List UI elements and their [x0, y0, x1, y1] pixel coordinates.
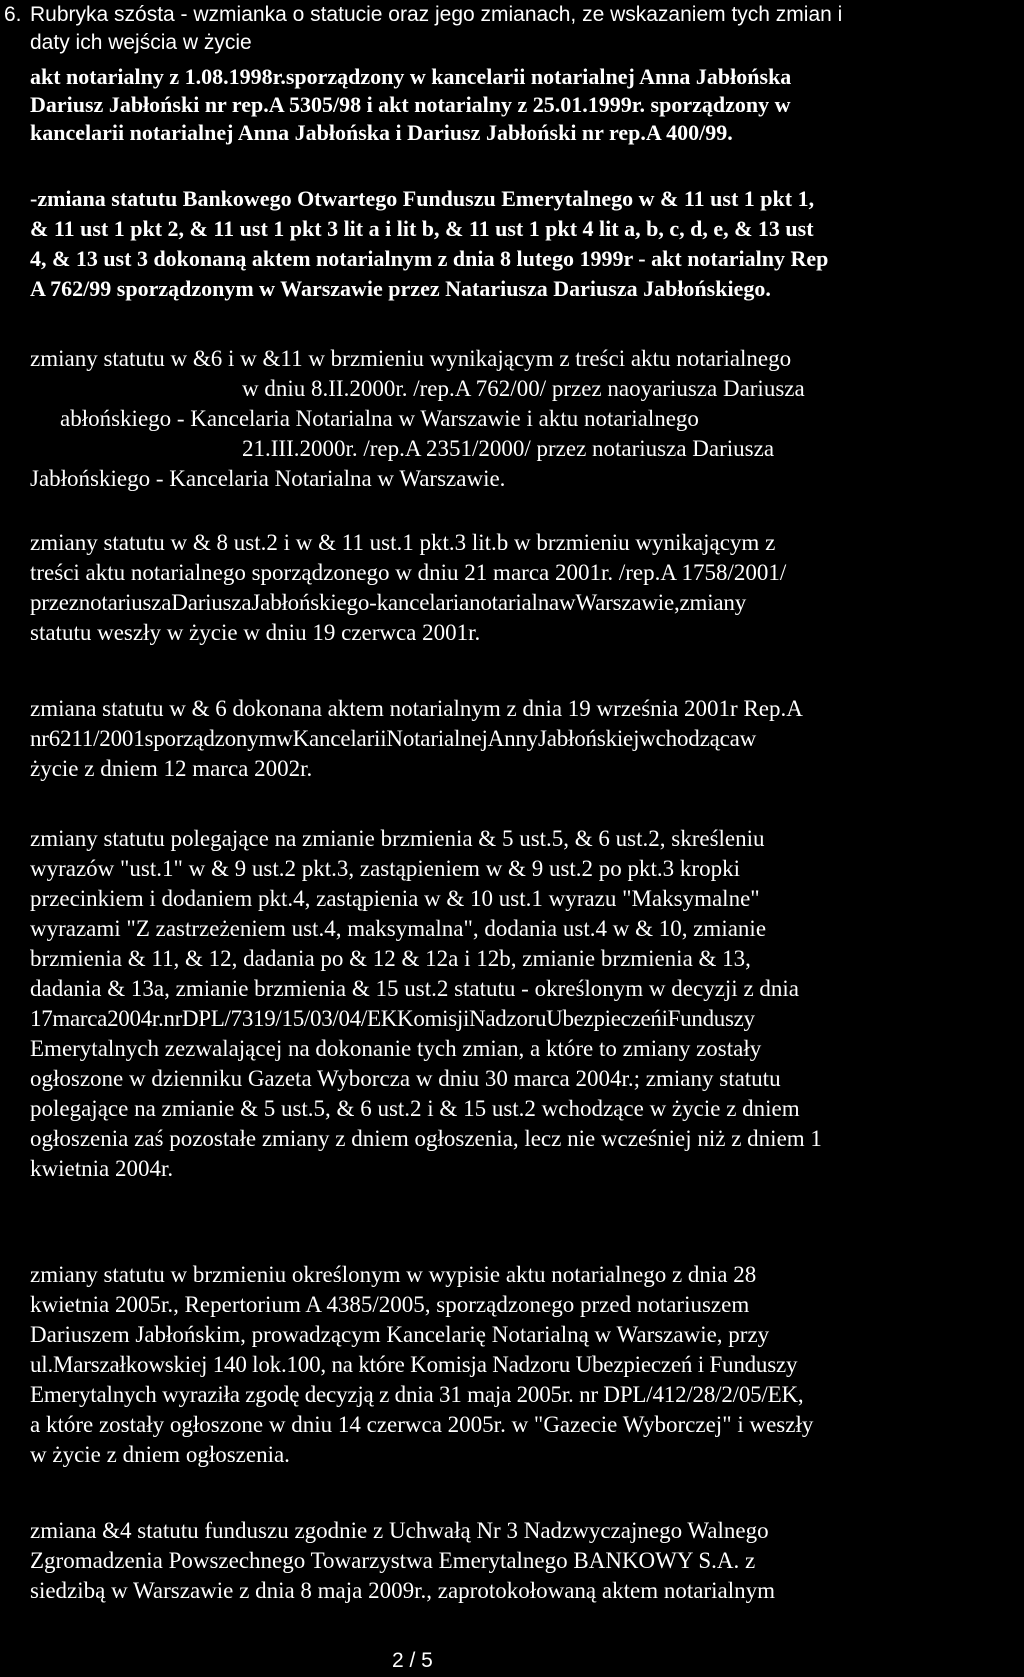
- text-line: wyrazami "Z zastrzeżeniem ust.4, maksymalna", dodania ust.4 w & 10, zmianie: [30, 916, 767, 941]
- text-line: 4, & 13 ust 3 dokonaną aktem notarialnym z dnia 8 lutego 1999r - akt notarialny Rep: [30, 246, 829, 271]
- text-line: zmiana &4 statutu funduszu zgodnie z Uchwałą Nr 3 Nadzwyczajnego Walnego: [30, 1518, 769, 1543]
- text-line: zmiany statutu w &6 i w &11 w brzmieniu wynikającym z treści aktu notarialnego: [30, 346, 792, 371]
- text-line: Zgromadzenia Powszechnego Towarzystwa Emerytalnego BANKOWY S.A. z: [30, 1548, 756, 1573]
- text-line: przeznotariuszaDariuszaJabłońskiego-kancelarianotarialnawWarszawie,zmiany: [30, 590, 746, 615]
- text-line: zmiany statutu polegające na zmianie brzmienia & 5 ust.5, & 6 ust.2, skreśleniu: [30, 826, 765, 851]
- text-line: A 762/99 sporządzonym w Warszawie przez Natariusza Dariusza Jabłońskiego.: [30, 276, 771, 301]
- text-line: ogłoszenia zaś pozostałe zmiany z dniem ogłoszenia, lecz nie wcześniej niż z dniem 1: [30, 1126, 822, 1151]
- text-line: Emerytalnych zezwalającej na dokonanie tych zmian, a które to zmiany zostały: [30, 1036, 762, 1061]
- text-line: wyrazów "ust.1" w & 9 ust.2 pkt.3, zastąpieniem w & 9 ust.2 po pkt.3 kropki: [30, 856, 740, 881]
- text-line: kwietnia 2005r., Repertorium A 4385/2005, sporządzonego przed notariuszem: [30, 1292, 750, 1317]
- text-line: zmiany statutu w & 8 ust.2 i w & 11 ust.1 pkt.3 lit.b w brzmieniu wynikającym z: [30, 530, 776, 555]
- text-line: ogłoszone w dzienniku Gazeta Wyborcza w dniu 30 marca 2004r.; zmiany statutu: [30, 1066, 781, 1091]
- section-number: 6.: [4, 3, 22, 26]
- page-number: 2 / 5: [392, 1649, 433, 1672]
- text-line: kwietnia 2004r.: [30, 1156, 174, 1181]
- section-heading-line: daty ich wejścia w życie: [30, 31, 252, 54]
- text-line: abłońskiego - Kancelaria Notarialna w Warszawie i aktu notarialnego: [60, 406, 699, 431]
- text-line: zmiany statutu w brzmieniu określonym w wypisie aktu notarialnego z dnia 28: [30, 1262, 757, 1287]
- text-line: polegające na zmianie & 5 ust.5, & 6 ust.2 i & 15 ust.2 wchodzące w życie z dniem: [30, 1096, 800, 1121]
- text-line: w życie z dniem ogłoszenia.: [30, 1442, 290, 1467]
- text-line: zmiana statutu w & 6 dokonana aktem notarialnym z dnia 19 września 2001r Rep.A: [30, 696, 803, 721]
- text-line: akt notarialny z 1.08.1998r.sporządzony w kancelarii notarialnej Anna Jabłońska: [30, 64, 792, 89]
- text-line: statutu weszły w życie w dniu 19 czerwca 2001r.: [30, 620, 481, 645]
- text-line: dadania & 13a, zmianie brzmienia & 15 ust.2 statutu - określonym w decyzji z dnia: [30, 976, 800, 1001]
- text-line: & 11 ust 1 pkt 2, & 11 ust 1 pkt 3 lit a i lit b, & 11 ust 1 pkt 4 lit a, b, c, d, e, & 13 ust: [30, 216, 814, 241]
- text-line: brzmienia & 11, & 12, dadania po & 12 & 12a i 12b, zmianie brzmienia & 13,: [30, 946, 751, 971]
- text-line: 17marca2004r.nrDPL/7319/15/03/04/EKKomisjiNadzoruUbezpieczeńiFunduszy: [30, 1006, 755, 1031]
- text-line: Jabłońskiego - Kancelaria Notarialna w Warszawie.: [30, 466, 506, 491]
- text-line: kancelarii notarialnej Anna Jabłońska i Dariusz Jabłoński nr rep.A 400/99.: [30, 120, 733, 145]
- text-line: 21.III.2000r. /rep.A 2351/2000/ przez notariusza Dariusza: [242, 436, 775, 461]
- text-line: siedzibą w Warszawie z dnia 8 maja 2009r., zaprotokołowaną aktem notarialnym: [30, 1578, 775, 1603]
- text-line: Emerytalnych wyraziła zgodę decyzją z dnia 31 maja 2005r. nr DPL/412/28/2/05/EK,: [30, 1382, 804, 1407]
- text-line: Dariusz Jabłoński nr rep.A 5305/98 i akt notarialny z 25.01.1999r. sporządzony w: [30, 92, 791, 117]
- text-line: w dniu 8.II.2000r. /rep.A 762/00/ przez naoyariusza Dariusza: [242, 376, 805, 401]
- section-heading-line: Rubryka szósta - wzmianka o statucie oraz jego zmianach, ze wskazaniem tych zmian i: [30, 3, 843, 26]
- text-line: -zmiana statutu Bankowego Otwartego Funduszu Emerytalnego w & 11 ust 1 pkt 1,: [30, 186, 815, 211]
- text-line: przecinkiem i dodaniem pkt.4, zastąpienia w & 10 ust.1 wyrazu "Maksymalne": [30, 886, 760, 911]
- text-line: nr6211/2001sporządzonymwKancelariiNotarialnejAnnyJabłońskiejwchodzącaw: [30, 726, 757, 751]
- text-line: a które zostały ogłoszone w dniu 14 czerwca 2005r. w "Gazecie Wyborczej" i weszły: [30, 1412, 814, 1437]
- text-line: ul.Marszałkowskiej 140 lok.100, na które Komisja Nadzoru Ubezpieczeń i Funduszy: [30, 1352, 798, 1377]
- text-line: Dariuszem Jabłońskim, prowadzącym Kancelarię Notarialną w Warszawie, przy: [30, 1322, 770, 1347]
- text-line: treści aktu notarialnego sporządzonego w dniu 21 marca 2001r. /rep.A 1758/2001/: [30, 560, 787, 585]
- text-line: życie z dniem 12 marca 2002r.: [30, 756, 313, 781]
